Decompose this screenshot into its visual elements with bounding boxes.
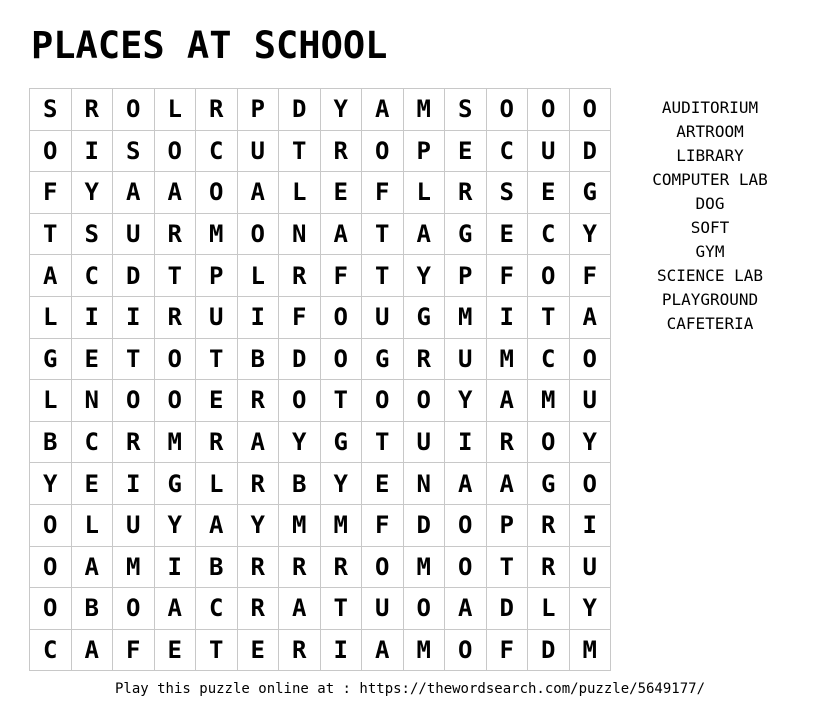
grid-cell: A bbox=[113, 172, 155, 214]
grid-cell: O bbox=[528, 89, 570, 131]
grid-cell: M bbox=[569, 629, 611, 671]
grid-cell: O bbox=[445, 629, 487, 671]
grid-cell: U bbox=[362, 588, 404, 630]
grid-cell: B bbox=[237, 338, 279, 380]
word-list-item: SOFT bbox=[690, 218, 730, 237]
word-list-item: LIBRARY bbox=[676, 146, 744, 165]
grid-cell: Y bbox=[154, 504, 196, 546]
word-list bbox=[630, 96, 790, 336]
grid-cell: A bbox=[279, 588, 321, 630]
grid-cell: G bbox=[30, 338, 72, 380]
word-list-item: PLAYGROUND bbox=[661, 290, 759, 309]
grid-cell: F bbox=[113, 629, 155, 671]
grid-cell: U bbox=[569, 546, 611, 588]
grid-cell: I bbox=[569, 504, 611, 546]
grid-cell: U bbox=[196, 296, 238, 338]
grid-cell: E bbox=[528, 172, 570, 214]
grid-cell: G bbox=[403, 296, 445, 338]
word-list-item: ARTROOM bbox=[676, 122, 744, 141]
grid-cell: S bbox=[486, 172, 528, 214]
grid-cell: A bbox=[154, 588, 196, 630]
grid-cell: O bbox=[528, 421, 570, 463]
grid-cell: E bbox=[71, 338, 113, 380]
grid-cell: E bbox=[154, 629, 196, 671]
grid-cell: R bbox=[196, 421, 238, 463]
grid-cell: U bbox=[362, 296, 404, 338]
grid-cell: O bbox=[486, 89, 528, 131]
grid-cell: T bbox=[196, 338, 238, 380]
grid-cell: T bbox=[362, 421, 404, 463]
grid-cell: R bbox=[445, 172, 487, 214]
grid-cell: M bbox=[196, 213, 238, 255]
grid-cell: S bbox=[113, 130, 155, 172]
grid-cell: R bbox=[528, 504, 570, 546]
grid-cell: A bbox=[362, 89, 404, 131]
grid-cell: C bbox=[528, 213, 570, 255]
grid-cell: M bbox=[154, 421, 196, 463]
grid-cell: E bbox=[362, 463, 404, 505]
grid-cell: O bbox=[30, 504, 72, 546]
word-list-item: CAFETERIA bbox=[666, 314, 754, 333]
letter-grid bbox=[29, 88, 611, 671]
grid-row bbox=[30, 172, 611, 214]
grid-cell: D bbox=[279, 338, 321, 380]
grid-cell: S bbox=[30, 89, 72, 131]
grid-cell: O bbox=[403, 588, 445, 630]
grid-cell: A bbox=[486, 380, 528, 422]
grid-cell: D bbox=[569, 130, 611, 172]
grid-cell: T bbox=[279, 130, 321, 172]
grid-cell: G bbox=[528, 463, 570, 505]
grid-cell: I bbox=[113, 296, 155, 338]
grid-cell: M bbox=[113, 546, 155, 588]
grid-cell: G bbox=[320, 421, 362, 463]
grid-cell: B bbox=[279, 463, 321, 505]
grid-cell: L bbox=[237, 255, 279, 297]
grid-cell: T bbox=[30, 213, 72, 255]
grid-row bbox=[30, 504, 611, 546]
grid-cell: I bbox=[113, 463, 155, 505]
grid-cell: N bbox=[403, 463, 445, 505]
grid-cell: U bbox=[237, 130, 279, 172]
grid-cell: M bbox=[279, 504, 321, 546]
grid-cell: O bbox=[154, 380, 196, 422]
grid-cell: T bbox=[528, 296, 570, 338]
page-title: PLACES AT SCHOOL bbox=[31, 24, 388, 67]
grid-cell: I bbox=[445, 421, 487, 463]
grid-cell: M bbox=[403, 546, 445, 588]
grid-cell: S bbox=[445, 89, 487, 131]
footer-puzzle-link[interactable]: Play this puzzle online at : https://thewordsearch.com/puzzle/5649177/ bbox=[114, 681, 705, 697]
grid-cell: O bbox=[30, 130, 72, 172]
grid-cell: A bbox=[403, 213, 445, 255]
grid-cell: T bbox=[362, 255, 404, 297]
grid-cell: A bbox=[486, 463, 528, 505]
grid-cell: B bbox=[71, 588, 113, 630]
grid-cell: A bbox=[71, 546, 113, 588]
grid-cell: T bbox=[320, 380, 362, 422]
grid-cell: U bbox=[445, 338, 487, 380]
grid-cell: O bbox=[154, 338, 196, 380]
grid-cell: O bbox=[30, 588, 72, 630]
grid-cell: A bbox=[320, 213, 362, 255]
grid-cell: O bbox=[279, 380, 321, 422]
grid-cell: O bbox=[569, 463, 611, 505]
grid-cell: O bbox=[362, 380, 404, 422]
grid-cell: O bbox=[196, 172, 238, 214]
grid-cell: Y bbox=[71, 172, 113, 214]
grid-cell: T bbox=[154, 255, 196, 297]
grid-cell: A bbox=[196, 504, 238, 546]
grid-cell: L bbox=[279, 172, 321, 214]
grid-cell: A bbox=[362, 629, 404, 671]
grid-cell: R bbox=[196, 89, 238, 131]
grid-cell: A bbox=[30, 255, 72, 297]
grid-cell: R bbox=[237, 588, 279, 630]
grid-row bbox=[30, 296, 611, 338]
word-list-item: DOG bbox=[695, 194, 725, 213]
grid-cell: R bbox=[486, 421, 528, 463]
grid-row bbox=[30, 89, 611, 131]
grid-cell: F bbox=[486, 629, 528, 671]
grid-row bbox=[30, 255, 611, 297]
grid-cell: E bbox=[320, 172, 362, 214]
grid-cell: Y bbox=[320, 89, 362, 131]
grid-cell: D bbox=[403, 504, 445, 546]
grid-cell: R bbox=[71, 89, 113, 131]
grid-cell: A bbox=[445, 588, 487, 630]
grid-cell: E bbox=[196, 380, 238, 422]
grid-cell: R bbox=[237, 463, 279, 505]
grid-cell: L bbox=[403, 172, 445, 214]
grid-cell: D bbox=[528, 629, 570, 671]
grid-cell: Y bbox=[445, 380, 487, 422]
grid-cell: O bbox=[445, 504, 487, 546]
grid-cell: U bbox=[113, 213, 155, 255]
grid-cell: O bbox=[320, 296, 362, 338]
grid-row bbox=[30, 380, 611, 422]
grid-cell: U bbox=[113, 504, 155, 546]
grid-cell: M bbox=[486, 338, 528, 380]
grid-cell: P bbox=[403, 130, 445, 172]
grid-cell: O bbox=[237, 213, 279, 255]
grid-row bbox=[30, 546, 611, 588]
grid-cell: G bbox=[445, 213, 487, 255]
grid-cell: A bbox=[445, 463, 487, 505]
grid-cell: E bbox=[445, 130, 487, 172]
grid-cell: L bbox=[154, 89, 196, 131]
grid-cell: F bbox=[569, 255, 611, 297]
grid-cell: R bbox=[320, 130, 362, 172]
grid-cell: T bbox=[320, 588, 362, 630]
grid-cell: O bbox=[113, 89, 155, 131]
grid-cell: I bbox=[320, 629, 362, 671]
grid-cell: R bbox=[113, 421, 155, 463]
grid-cell: M bbox=[403, 89, 445, 131]
grid-cell: O bbox=[528, 255, 570, 297]
grid-cell: Y bbox=[237, 504, 279, 546]
grid-cell: G bbox=[154, 463, 196, 505]
grid-cell: L bbox=[30, 296, 72, 338]
grid-cell: A bbox=[154, 172, 196, 214]
grid-row bbox=[30, 130, 611, 172]
grid-cell: B bbox=[30, 421, 72, 463]
grid-cell: Y bbox=[30, 463, 72, 505]
grid-cell: C bbox=[71, 255, 113, 297]
grid-cell: T bbox=[486, 546, 528, 588]
grid-cell: T bbox=[113, 338, 155, 380]
grid-cell: O bbox=[362, 546, 404, 588]
grid-cell: R bbox=[403, 338, 445, 380]
grid-cell: R bbox=[279, 629, 321, 671]
grid-cell: O bbox=[569, 89, 611, 131]
grid-cell: I bbox=[486, 296, 528, 338]
grid-cell: B bbox=[196, 546, 238, 588]
grid-cell: P bbox=[486, 504, 528, 546]
grid-cell: E bbox=[71, 463, 113, 505]
grid-cell: G bbox=[362, 338, 404, 380]
word-list-item: AUDITORIUM bbox=[661, 98, 759, 117]
grid-cell: A bbox=[237, 421, 279, 463]
grid-cell: O bbox=[403, 380, 445, 422]
grid-cell: A bbox=[569, 296, 611, 338]
grid-cell: L bbox=[528, 588, 570, 630]
grid-row bbox=[30, 213, 611, 255]
grid-cell: P bbox=[196, 255, 238, 297]
grid-cell: R bbox=[154, 213, 196, 255]
grid-cell: Y bbox=[569, 213, 611, 255]
grid-row bbox=[30, 463, 611, 505]
grid-cell: Y bbox=[403, 255, 445, 297]
grid-row bbox=[30, 421, 611, 463]
grid-cell: D bbox=[113, 255, 155, 297]
grid-cell: M bbox=[403, 629, 445, 671]
word-list-item: COMPUTER LAB bbox=[652, 170, 768, 189]
grid-cell: Y bbox=[569, 421, 611, 463]
grid-cell: T bbox=[196, 629, 238, 671]
grid-cell: I bbox=[154, 546, 196, 588]
grid-cell: F bbox=[30, 172, 72, 214]
grid-cell: C bbox=[30, 629, 72, 671]
grid-cell: O bbox=[320, 338, 362, 380]
grid-cell: F bbox=[362, 504, 404, 546]
grid-cell: P bbox=[445, 255, 487, 297]
grid-cell: R bbox=[237, 380, 279, 422]
grid-cell: O bbox=[113, 588, 155, 630]
grid-cell: A bbox=[71, 629, 113, 671]
grid-cell: C bbox=[196, 588, 238, 630]
grid-cell: C bbox=[486, 130, 528, 172]
grid-cell: D bbox=[486, 588, 528, 630]
grid-cell: C bbox=[71, 421, 113, 463]
grid-cell: F bbox=[362, 172, 404, 214]
grid-cell: G bbox=[569, 172, 611, 214]
grid-cell: N bbox=[71, 380, 113, 422]
grid-cell: E bbox=[486, 213, 528, 255]
grid-cell: I bbox=[71, 130, 113, 172]
grid-cell: C bbox=[196, 130, 238, 172]
grid-cell: P bbox=[237, 89, 279, 131]
grid-cell: O bbox=[569, 338, 611, 380]
grid-cell: Y bbox=[320, 463, 362, 505]
grid-cell: M bbox=[320, 504, 362, 546]
word-list-item: SCIENCE LAB bbox=[657, 266, 763, 285]
grid-cell: U bbox=[528, 130, 570, 172]
grid-cell: L bbox=[196, 463, 238, 505]
grid-cell: T bbox=[362, 213, 404, 255]
grid-cell: Y bbox=[569, 588, 611, 630]
grid-cell: D bbox=[279, 89, 321, 131]
word-list-item: GYM bbox=[695, 242, 725, 261]
grid-cell: E bbox=[237, 629, 279, 671]
grid-cell: U bbox=[569, 380, 611, 422]
grid-cell: R bbox=[320, 546, 362, 588]
grid-cell: R bbox=[154, 296, 196, 338]
grid-cell: F bbox=[279, 296, 321, 338]
grid-cell: R bbox=[279, 546, 321, 588]
grid-cell: M bbox=[528, 380, 570, 422]
grid-cell: I bbox=[71, 296, 113, 338]
grid-cell: Y bbox=[279, 421, 321, 463]
grid-cell: A bbox=[237, 172, 279, 214]
grid-cell: O bbox=[113, 380, 155, 422]
grid-cell: O bbox=[30, 546, 72, 588]
grid-cell: F bbox=[486, 255, 528, 297]
grid-cell: R bbox=[528, 546, 570, 588]
grid-cell: L bbox=[30, 380, 72, 422]
grid-cell: M bbox=[445, 296, 487, 338]
grid-cell: I bbox=[237, 296, 279, 338]
grid-row bbox=[30, 588, 611, 630]
grid-cell: O bbox=[154, 130, 196, 172]
grid-cell: O bbox=[445, 546, 487, 588]
grid-cell: F bbox=[320, 255, 362, 297]
grid-cell: C bbox=[528, 338, 570, 380]
grid-cell: S bbox=[71, 213, 113, 255]
grid-row bbox=[30, 629, 611, 671]
grid-cell: R bbox=[279, 255, 321, 297]
grid-row bbox=[30, 338, 611, 380]
grid-cell: U bbox=[403, 421, 445, 463]
grid-cell: L bbox=[71, 504, 113, 546]
grid-cell: R bbox=[237, 546, 279, 588]
grid-cell: O bbox=[362, 130, 404, 172]
grid-cell: N bbox=[279, 213, 321, 255]
